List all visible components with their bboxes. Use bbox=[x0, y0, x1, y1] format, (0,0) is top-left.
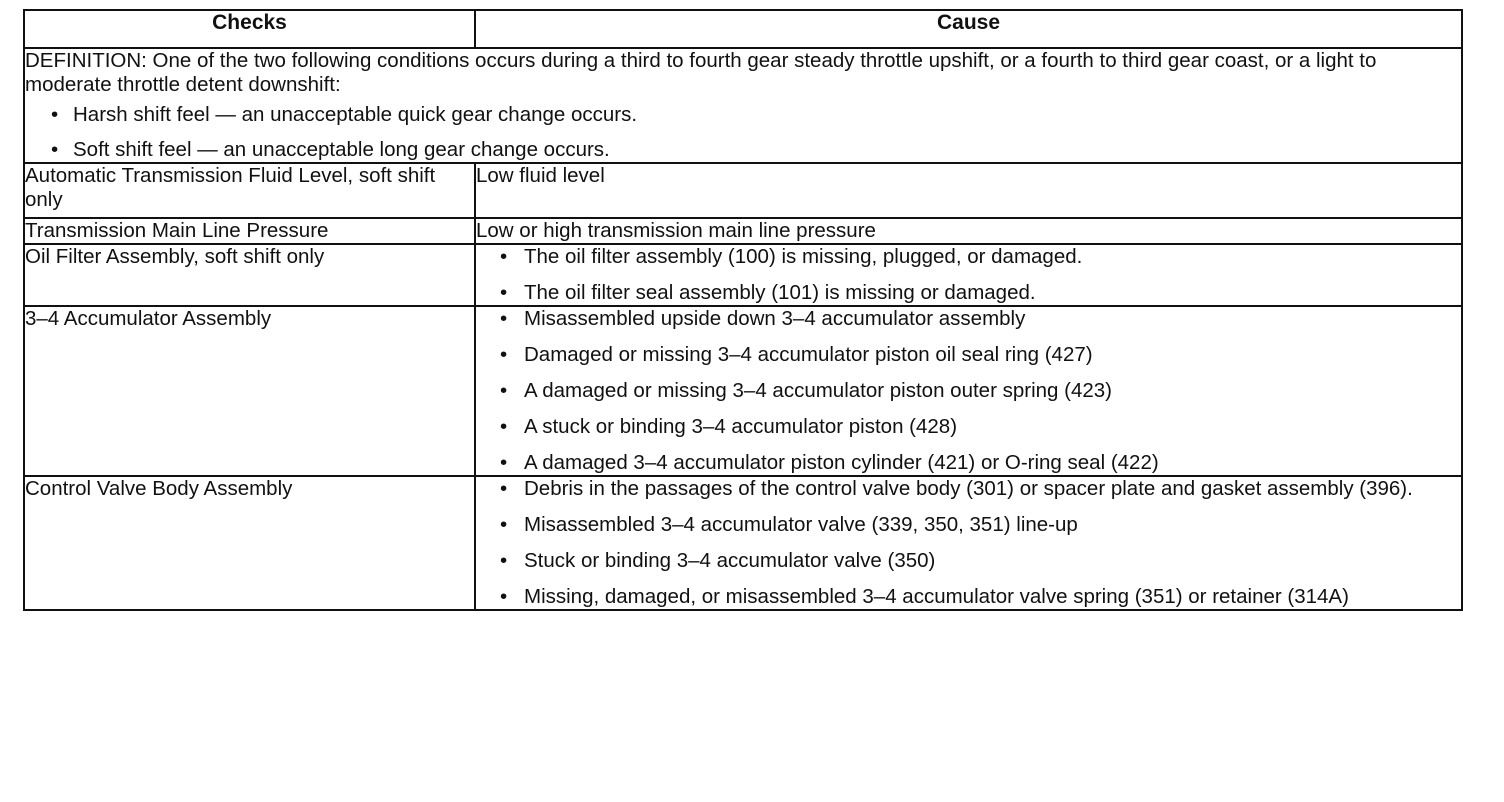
cause-text: A damaged 3–4 accumulator piston cylinder (421) or O-ring seal (422) bbox=[524, 451, 1159, 474]
list-item bbox=[500, 415, 1461, 439]
cause-list bbox=[476, 477, 1461, 609]
cause-text: The oil filter seal assembly (101) is missing or damaged. bbox=[524, 281, 1036, 304]
definition-row bbox=[24, 48, 1462, 163]
cause-text: A stuck or binding 3–4 accumulator piston (428) bbox=[524, 415, 958, 438]
bullet-icon: • bbox=[500, 585, 508, 608]
bullet-icon: • bbox=[51, 138, 59, 161]
cause-column-header: Cause bbox=[475, 10, 1462, 48]
check-cell: 3–4 Accumulator Assembly bbox=[24, 306, 475, 476]
bullet-icon: • bbox=[500, 451, 508, 474]
table-row bbox=[24, 476, 1462, 610]
bullet-icon: • bbox=[500, 343, 508, 366]
list-item bbox=[500, 549, 1461, 573]
cause-text: Misassembled 3–4 accumulator valve (339, 350, 351) line-up bbox=[524, 513, 1078, 536]
cause-cell: Low or high transmission main line pressure bbox=[475, 218, 1462, 244]
definition-cell bbox=[24, 48, 1462, 163]
check-cell: Control Valve Body Assembly bbox=[24, 476, 475, 610]
cause-list bbox=[476, 245, 1461, 305]
list-item bbox=[500, 281, 1461, 305]
cause-text: Misassembled upside down 3–4 accumulator assembly bbox=[524, 307, 1026, 330]
cause-text: Missing, damaged, or misassembled 3–4 accumulator valve spring (351) or retainer (314A) bbox=[524, 585, 1349, 608]
bullet-icon: • bbox=[500, 477, 508, 500]
definition-item-text: Harsh shift feel — an unacceptable quick gear change occurs. bbox=[73, 103, 638, 126]
cause-text: Debris in the passages of the control valve body (301) or spacer plate and gasket assembly (396). bbox=[524, 477, 1413, 500]
cause-text: The oil filter assembly (100) is missing, plugged, or damaged. bbox=[524, 245, 1083, 268]
bullet-icon: • bbox=[500, 513, 508, 536]
definition-item bbox=[51, 138, 1461, 162]
list-item bbox=[500, 585, 1461, 609]
table-row bbox=[24, 218, 1462, 244]
list-item bbox=[500, 379, 1461, 403]
cause-text: Damaged or missing 3–4 accumulator piston oil seal ring (427) bbox=[524, 343, 1093, 366]
cause-cell bbox=[475, 244, 1462, 306]
header-row bbox=[24, 10, 1462, 48]
check-cell: Oil Filter Assembly, soft shift only bbox=[24, 244, 475, 306]
cause-text: A damaged or missing 3–4 accumulator piston outer spring (423) bbox=[524, 379, 1112, 402]
cause-text: Stuck or binding 3–4 accumulator valve (350) bbox=[524, 549, 936, 572]
bullet-icon: • bbox=[500, 379, 508, 402]
cause-cell bbox=[475, 306, 1462, 476]
diagnostic-table bbox=[23, 9, 1463, 611]
check-cell: Automatic Transmission Fluid Level, soft shift only bbox=[24, 163, 475, 218]
cause-cell: Low fluid level bbox=[475, 163, 1462, 218]
bullet-icon: • bbox=[500, 307, 508, 330]
definition-item-text: Soft shift feel — an unacceptable long gear change occurs. bbox=[73, 138, 610, 161]
bullet-icon: • bbox=[500, 245, 508, 268]
list-item bbox=[500, 245, 1461, 269]
table-row bbox=[24, 163, 1462, 218]
table-row bbox=[24, 306, 1462, 476]
bullet-icon: • bbox=[500, 281, 508, 304]
list-item bbox=[500, 307, 1461, 331]
list-item bbox=[500, 343, 1461, 367]
definition-list bbox=[25, 103, 1461, 162]
check-cell: Transmission Main Line Pressure bbox=[24, 218, 475, 244]
definition-item bbox=[51, 103, 1461, 127]
definition-text: DEFINITION: One of the two following conditions occurs during a third to fourth gear steady throttle upshift, or a fourth to third gear coast, or a light to moderate throttle detent downshift: bbox=[25, 49, 1377, 96]
bullet-icon: • bbox=[51, 103, 59, 126]
bullet-icon: • bbox=[500, 549, 508, 572]
table-row bbox=[24, 244, 1462, 306]
list-item bbox=[500, 513, 1461, 537]
cause-list bbox=[476, 307, 1461, 475]
list-item bbox=[500, 477, 1461, 501]
list-item bbox=[500, 451, 1461, 475]
bullet-icon: • bbox=[500, 415, 508, 438]
checks-column-header: Checks bbox=[24, 10, 475, 48]
cause-cell bbox=[475, 476, 1462, 610]
